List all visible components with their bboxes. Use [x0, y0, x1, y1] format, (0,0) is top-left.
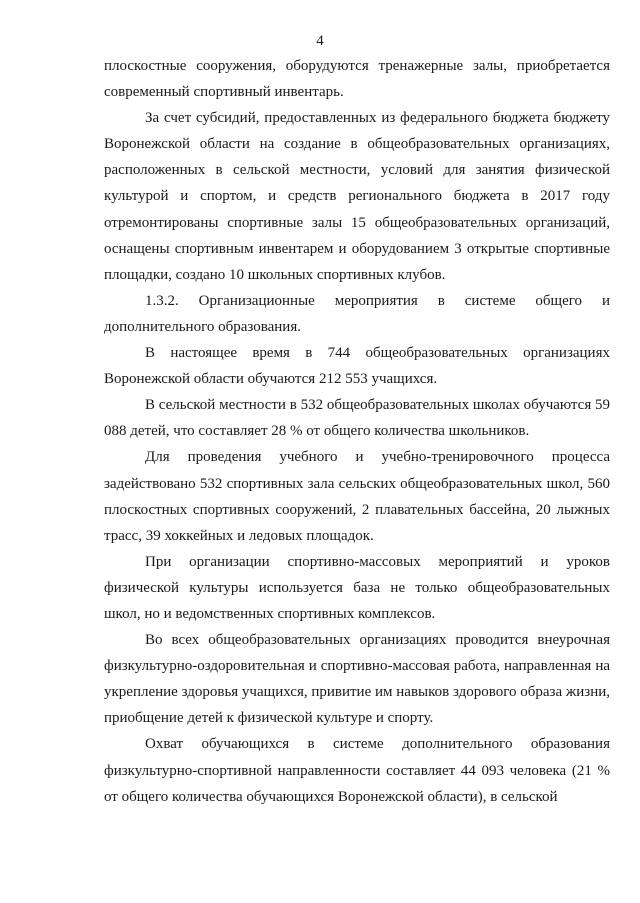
paragraph-organizations-count: В настоящее время в 744 общеобразовательных организациях Воронежской области обучаются 212 553 учащихся. [104, 345, 610, 388]
paragraph-facilities: Для проведения учебного и учебно-тренировочного процесса задействовано 532 спортивных зала сельских общеобразовательных школ, 560 плоскостных спортивных сооружений, 2 плавательных бассейна, 20 лыжных трасс, 39 хоккейных и ледовых площадок. [104, 449, 610, 544]
section-heading-1-3-2: 1.3.2. Организационные мероприятия в системе общего и дополнительного образования. [104, 292, 610, 335]
page-number: 4 [316, 33, 324, 49]
paragraph-subsidies: За счет субсидий, предоставленных из федерального бюджета бюджету Воронежской области на создание в общеобразовательных организациях, расположенных в сельской местности, условий для занятия физической культурой и спортом, и средств регионального бюджета в 2017 году отремонтированы спортивные залы 15 общеобразовательных организаций, оснащены спортивным инвентарем и оборудованием 3 открытые спортивные площадки, создано 10 школьных спортивных клубов. [104, 110, 610, 283]
document-body [104, 53, 610, 810]
paragraph-continuation: плоскостные сооружения, оборудуются тренажерные залы, приобретается современный спортивный инвентарь. [104, 58, 610, 101]
paragraph-mass-events: При организации спортивно-массовых мероприятий и уроков физической культуры используется база не только общеобразовательных школ, но и ведомственных спортивных комплексов. [104, 553, 610, 622]
paragraph-coverage: Охват обучающихся в системе дополнительного образования физкультурно-спортивной направленности составляет 44 093 человека (21 % от общего количества обучающихся Воронежской области), в сельской [104, 736, 610, 805]
paragraph-rural-schools: В сельской местности в 532 общеобразовательных школах обучаются 59 088 детей, что составляет 28 % от общего количества школьников. [104, 397, 610, 440]
paragraph-extracurricular: Во всех общеобразовательных организациях проводится внеурочная физкультурно-оздоровительная и спортивно-массовая работа, направленная на укрепление здоровья учащихся, привитие им навыков здорового образа жизни, приобщение детей к физической культуре и спорту. [104, 632, 611, 727]
